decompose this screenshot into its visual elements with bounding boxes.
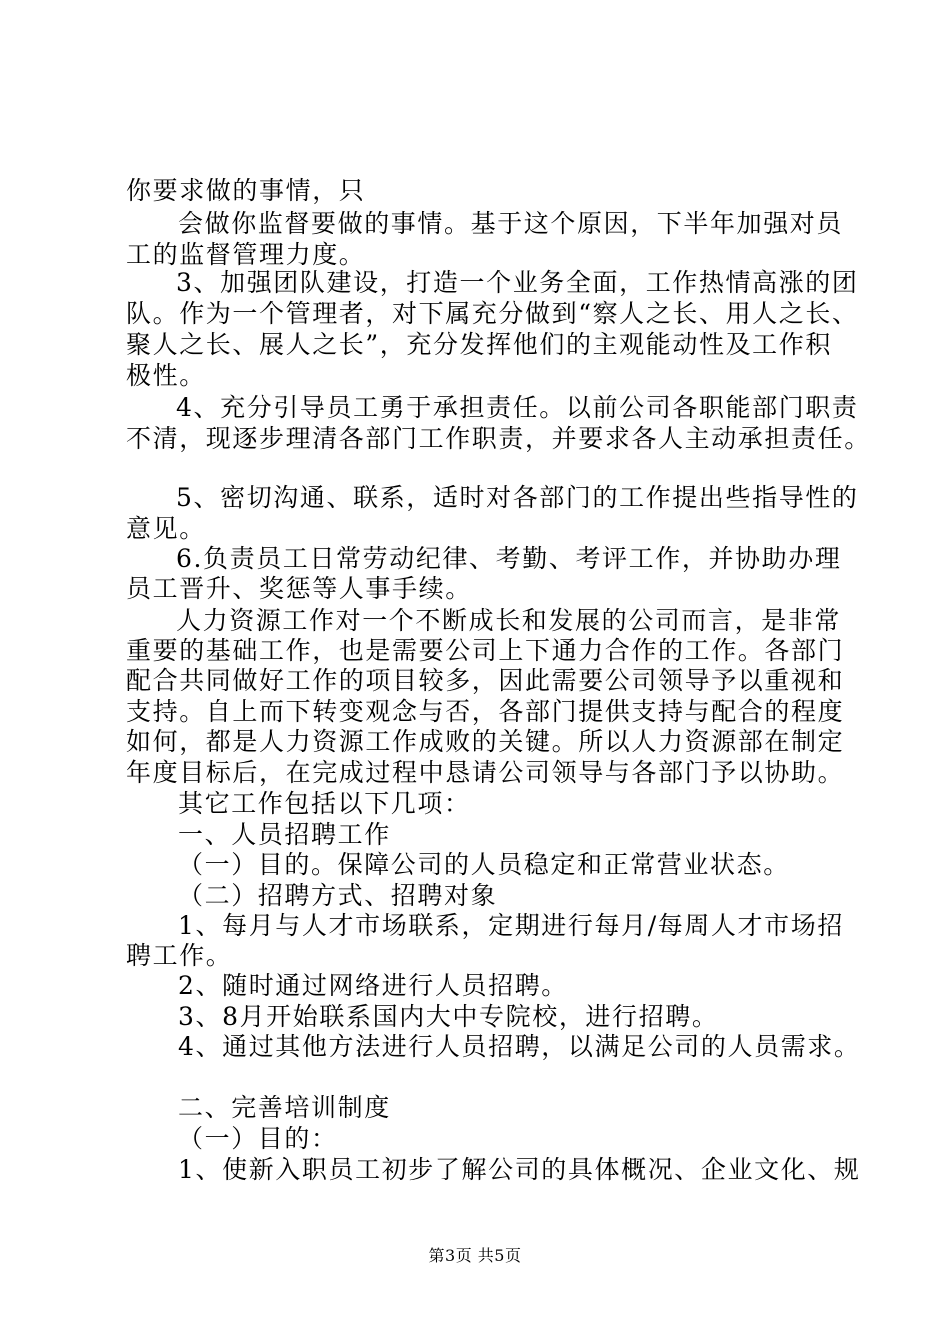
text-line: 极性。	[126, 361, 206, 390]
text-line: 4、通过其他方法进行人员招聘，以满足公司的人员需求。	[178, 1032, 861, 1061]
text-line: （一）目的。保障公司的人员稳定和正常营业状态。	[178, 850, 790, 879]
text-line: 支持。自上而下转变观念与否，各部门提供支持与配合的程度	[126, 697, 845, 726]
text-line: 二、完善培训制度	[178, 1093, 391, 1122]
text-line: 不清，现逐步理清各部门工作职责，并要求各人主动承担责任。	[126, 424, 871, 453]
text-line: 3、8月开始联系国内大中专院校，进行招聘。	[178, 1002, 719, 1031]
text-line: 其它工作包括以下几项：	[178, 789, 471, 818]
text-line: （二）招聘方式、招聘对象	[178, 881, 498, 910]
text-line: 聘工作。	[126, 941, 233, 970]
text-line: 你要求做的事情，只	[126, 176, 366, 205]
text-line: 聚人之长、展人之长”，充分发挥他们的主观能动性及工作积	[126, 330, 832, 359]
text-line: 重要的基础工作，也是需要公司上下通力合作的工作。各部门	[126, 636, 845, 665]
text-line: 5、密切沟通、联系，适时对各部门的工作提出些指导性的	[176, 483, 859, 512]
text-line: 人力资源工作对一个不断成长和发展的公司而言，是非常	[176, 606, 842, 635]
page-number-footer: 第3页 共5页	[428, 1246, 522, 1265]
text-line: 一、人员招聘工作	[178, 820, 391, 849]
text-line: 会做你监督要做的事情。基于这个原因，下半年加强对员	[178, 209, 844, 238]
text-line: 配合共同做好工作的项目较多，因此需要公司领导予以重视和	[126, 666, 845, 695]
text-line: 3、加强团队建设，打造一个业务全面，工作热情高涨的团	[176, 268, 859, 297]
text-line: 2、随时通过网络进行人员招聘。	[178, 971, 568, 1000]
text-line: （一）目的：	[178, 1124, 338, 1153]
text-line: 1、每月与人才市场联系，定期进行每月/每周人才市场招	[178, 911, 844, 940]
text-line: 意见。	[126, 514, 206, 543]
text-line: 队。作为一个管理者，对下属充分做到“察人之长、用人之长、	[126, 299, 859, 328]
text-line: 年度目标后，在完成过程中恳请公司领导与各部门予以协助。	[126, 758, 845, 787]
text-line: 工的监督管理力度。	[126, 240, 366, 269]
text-line: 1、使新入职员工初步了解公司的具体概况、企业文化、规	[178, 1155, 861, 1184]
text-line: 6.负责员工日常劳动纪律、考勤、考评工作，并协助办理	[176, 544, 842, 573]
text-line: 如何，都是人力资源工作成败的关键。所以人力资源部在制定	[126, 727, 845, 756]
text-line: 4、充分引导员工勇于承担责任。以前公司各职能部门职责	[176, 393, 859, 422]
text-line: 员工晋升、奖惩等人事手续。	[126, 574, 472, 603]
